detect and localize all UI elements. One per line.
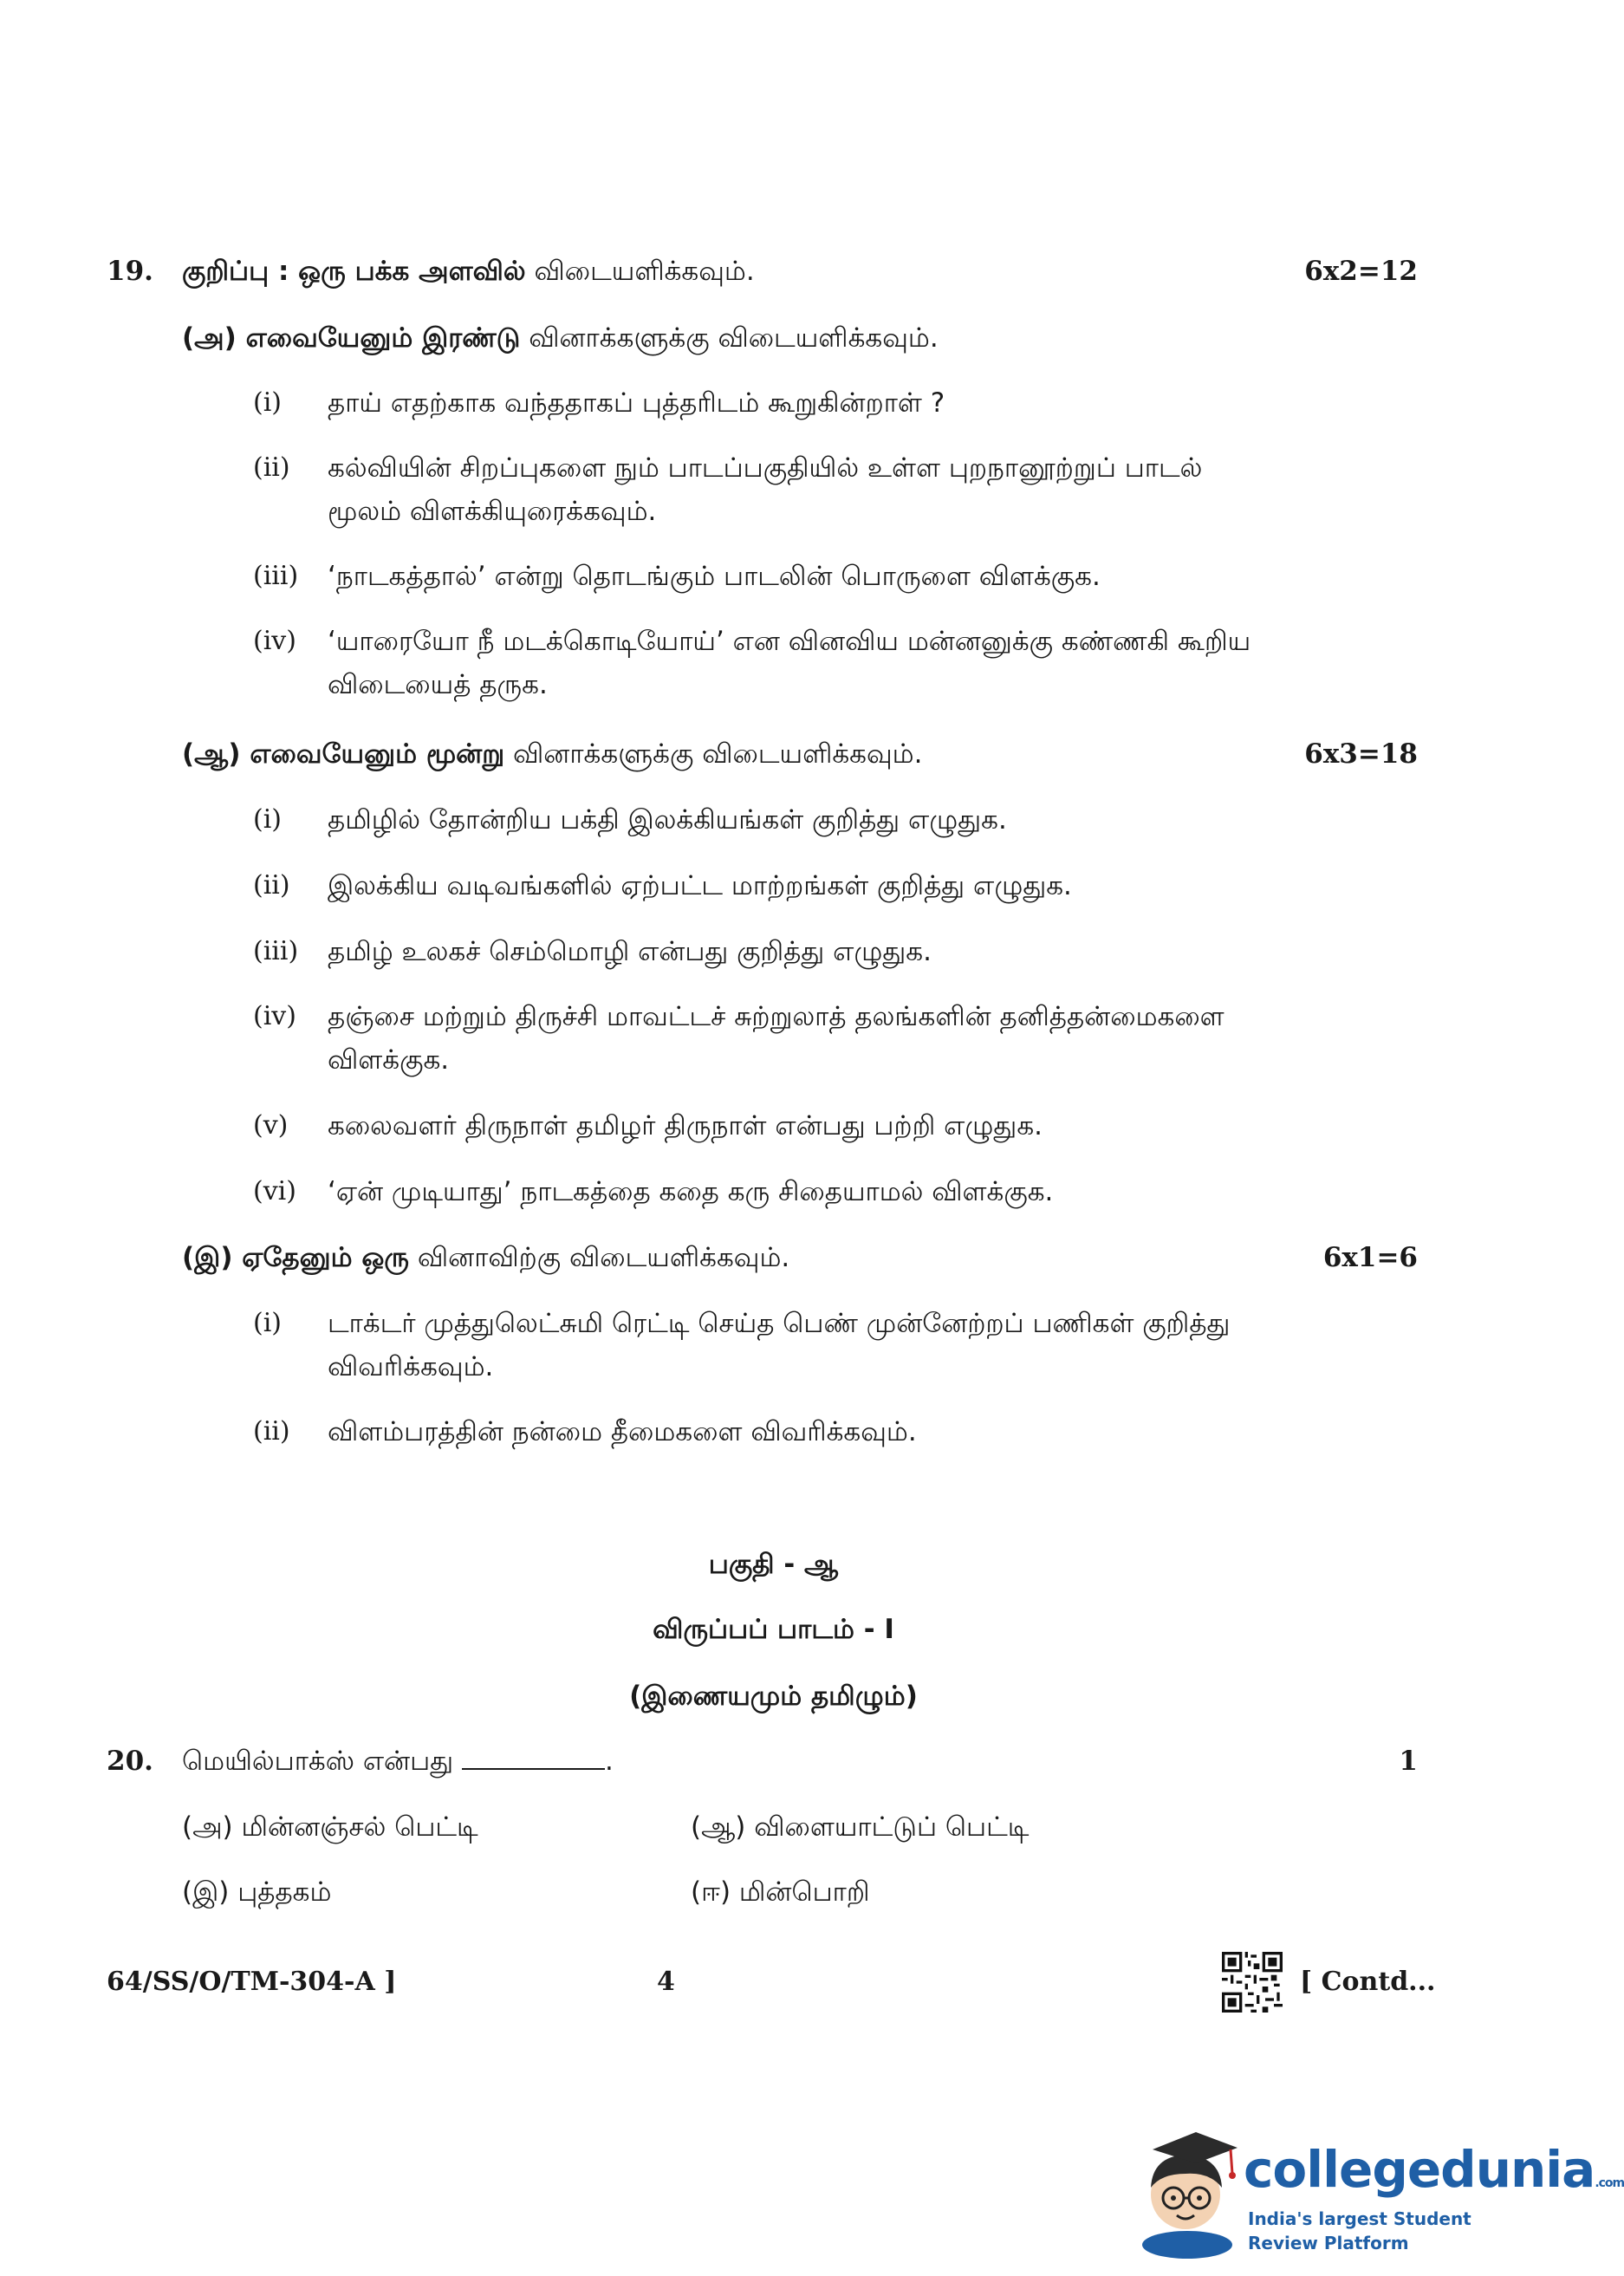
- logo-tagline: India's largest Student Review Platform: [1248, 2208, 1471, 2253]
- part-a-item-num: (iii): [253, 561, 299, 591]
- q19-part-a-label: [182, 316, 939, 360]
- part-aa-item-text: இலக்கிய வடிவங்களில் ஏற்பட்ட மாற்றங்கள் குறித்து எழுதுக.: [328, 870, 1072, 901]
- part-a-item-text: கல்வியின் சிறப்புகளை நும் பாடப்பகுதியில் உள்ள புறநானூற்றுப் பாடல்: [328, 452, 1203, 484]
- part-aa-item-num: (i): [253, 804, 283, 835]
- part-a-item-num: (ii): [253, 452, 290, 483]
- qr-code-icon: [1222, 1952, 1283, 2013]
- part-a-label-bold: (அ) எவையேனும் இரண்டு: [182, 322, 521, 354]
- part-i-item-text: விளம்பரத்தின் நன்மை தீமைகளை விவரிக்கவும்.: [328, 1416, 917, 1447]
- part-i-item-num: (ii): [253, 1416, 290, 1447]
- logo-name: collegedunia: [1244, 2140, 1595, 2199]
- part-aa-item-num: (v): [253, 1110, 289, 1141]
- option-text: புத்தகம்: [237, 1876, 332, 1908]
- part-aa-item-text: ‘ஏன் முடியாது’ நாடகத்தை கதை கரு சிதையாமல் விளக்குக.: [328, 1176, 1054, 1207]
- q20-question-end: .: [604, 1746, 614, 1777]
- part-i-item-text-cont: விவரிக்கவும்.: [328, 1351, 494, 1382]
- option-label: (ஆ): [691, 1811, 746, 1843]
- option-label: (ஈ): [691, 1876, 731, 1908]
- q19-number: 19.: [107, 256, 153, 287]
- part-i-marks: 6x1=6: [1322, 1242, 1418, 1273]
- part-aa-item-text: தஞ்சை மற்றும் திருச்சி மாவட்டச் சுற்றுலாத் தலங்களின் தனித்தன்மைகளை: [328, 1001, 1224, 1032]
- q19-part-aa-label: [182, 732, 922, 776]
- logo-dotcom: .com: [1595, 2176, 1624, 2190]
- q19-instruction: [182, 250, 755, 293]
- q20-marks: 1: [1399, 1746, 1418, 1777]
- part-a-item-text: ‘யாரையோ நீ மடக்கொடியோய்’ என வினவிய மன்னனுக்கு கண்ணகி கூறிய: [328, 626, 1251, 657]
- part-aa-item-text: தமிழில் தோன்றிய பக்தி இலக்கியங்கள் குறித்து எழுதுக.: [328, 804, 1007, 836]
- part-aa-item-num: (iii): [253, 936, 299, 966]
- q20-option: [182, 1805, 478, 1849]
- part-a-item-num: (iv): [253, 626, 296, 656]
- option-text: மின்பொறி: [738, 1876, 870, 1908]
- part-aa-item-text: கலைவளர் திருநாள் தமிழர் திருநாள் என்பது பற்றி எழுதுக.: [328, 1110, 1043, 1141]
- part-i-label-bold: (இ) ஏதேனும் ஒரு: [182, 1242, 410, 1273]
- part-a-item-text: தாய் எதற்காக வந்ததாகப் புத்தரிடம் கூறுகின்றாள் ?: [328, 387, 945, 419]
- part-aa-item-text-cont: விளக்குக.: [328, 1044, 450, 1076]
- section-title: பகுதி - ஆ: [708, 1549, 839, 1580]
- part-aa-label-bold: (ஆ) எவையேனும் மூன்று: [182, 738, 505, 770]
- part-a-item-text-cont: மூலம் விளக்கியுரைக்கவும்.: [328, 496, 657, 527]
- part-a-item-text-cont: விடையைத் தருக.: [328, 669, 548, 700]
- part-aa-item-num: (vi): [253, 1176, 296, 1206]
- paper-code: 64/SS/O/TM-304-A ]: [107, 1967, 397, 1997]
- q19-instruction-bold: குறிப்பு : ஒரு பக்க அளவில்: [182, 256, 526, 287]
- part-a-label-rest: வினாக்களுக்கு விடையளிக்கவும்.: [529, 322, 939, 354]
- q19-instruction-rest: விடையளிக்கவும்.: [534, 256, 755, 287]
- option-label: (இ): [182, 1876, 230, 1908]
- q19-marks: 6x2=12: [1304, 256, 1418, 287]
- continued-label: [ Contd...: [1300, 1967, 1436, 1997]
- q20-option: [691, 1805, 1029, 1849]
- part-aa-label-rest: வினாக்களுக்கு விடையளிக்கவும்.: [512, 738, 923, 770]
- option-text: விளையாட்டுப் பெட்டி: [754, 1811, 1030, 1843]
- page-number: 4: [657, 1967, 675, 1997]
- section-subsubtitle: (இணையமும் தமிழும்): [629, 1681, 918, 1712]
- q20-option: [691, 1870, 870, 1914]
- q20-option: [182, 1870, 331, 1914]
- part-a-item-text: ‘நாடகத்தால்’ என்று தொடங்கும் பாடலின் பொருளை விளக்குக.: [328, 561, 1101, 592]
- q20-question-text: மெயில்பாக்ஸ் என்பது: [182, 1746, 454, 1777]
- part-i-item-num: (i): [253, 1308, 283, 1338]
- student-mascot-icon: [1135, 2123, 1239, 2253]
- part-aa-marks: 6x3=18: [1304, 738, 1418, 770]
- part-aa-item-text: தமிழ் உலகச் செம்மொழி என்பது குறித்து எழுதுக.: [328, 936, 932, 967]
- part-i-label-rest: வினாவிற்கு விடையளிக்கவும்.: [417, 1242, 790, 1273]
- part-aa-item-num: (iv): [253, 1001, 296, 1031]
- answer-blank: [462, 1746, 605, 1770]
- part-i-item-text: டாக்டர் முத்துலெட்சுமி ரெட்டி செய்த பெண் முன்னேற்றப் பணிகள் குறித்து: [328, 1308, 1231, 1339]
- q20-number: 20.: [107, 1746, 153, 1777]
- q19-part-i-label: [182, 1236, 789, 1279]
- logo-wordmark: [1244, 2139, 1624, 2214]
- section-subtitle: விருப்பப் பாடம் - I: [653, 1614, 894, 1645]
- option-label: (அ): [182, 1811, 233, 1843]
- part-a-item-num: (i): [253, 387, 283, 418]
- option-text: மின்னஞ்சல் பெட்டி: [241, 1811, 478, 1843]
- q20-question: [182, 1740, 614, 1783]
- part-aa-item-num: (ii): [253, 870, 290, 901]
